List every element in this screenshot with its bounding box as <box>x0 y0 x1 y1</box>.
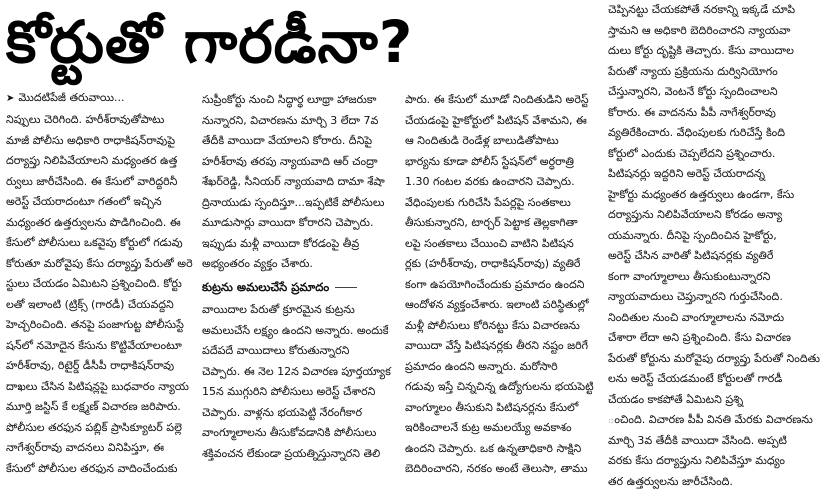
article-line: చెప్పారు. ఈ నెల 12న విచారణ పూర్తయ్యాక <box>202 362 398 383</box>
article-line: స్తామని ఆ అధికారి బెదిరించారని న్యాయవా <box>608 21 796 42</box>
column-1 <box>6 110 194 479</box>
article-line: దాఖలు చేసిన పిటిషన్లపై బుధవారం న్యాయ <box>6 377 194 398</box>
article-line: తేదీకి వాయిదా వేయాలని కోరారు. దీనిపై <box>202 131 398 152</box>
article-line: వాంగ్మూలం తీసుకుని పిటిషనర్లను కేసులో <box>405 398 601 419</box>
article-line: ర్వులు జారీచేసింది. ఈ కేసులో వారిద్దరినీ <box>6 172 194 193</box>
article-line: నాగేశ్వర్‌రావు వాదనలు వినిపిస్తూ, ఈ <box>6 438 194 459</box>
article-line: పేరుతో న్యాయ ప్రక్రియను దుర్వినియోగం <box>608 62 796 83</box>
article-line: 1.30 గంటల వరకు ఉంచారని చెప్పారు. <box>405 172 601 193</box>
article-line: వాయిదా వేస్తే పిటిషనర్లకు తీరని నష్టం జరిగే <box>405 336 601 357</box>
kicker-text: మొదటిపేజీ తరువాయి... <box>18 91 124 104</box>
article-line: హైకోర్టు మధ్యంతర ఉత్తర్వులు ఉండగా, కేసు <box>608 185 796 206</box>
article-line: పేరుతో కోర్టును మరోవైపు దర్యాప్తు పేరుతో నిందితు <box>608 349 796 370</box>
article-line: అరెస్ట్ చేసిన వారితో పిటిషనర్లకు వ్యతిరే <box>608 246 796 267</box>
article-line: మూర్తి జస్టిస్ కే లక్ష్మణ్ విచారణ జరిపారు. <box>6 397 194 418</box>
article-line: వాంగ్మూలాలను తీసుకోవడానికి పోలీసులు <box>202 423 398 444</box>
article-line: గడువు ఇస్తే చిన్నచిన్న ఉద్యోగులను భయపెట్టి <box>405 377 601 398</box>
article-line: అభ్యంతరం వ్యక్తం చేశారు. <box>202 254 398 275</box>
article-line: యమన్నారు. దీనిపై స్పందించిన హైకోర్టు, <box>608 226 796 247</box>
article-line: వరకు కేసు దర్యాప్తును నిలిపివేస్తూ మధ్యం <box>608 451 796 472</box>
article-line: షన్‌లో నమోదైన కేసును కొట్టివేయాలంటూ <box>6 336 194 357</box>
article-line: వ్యతిరేకించారు. వేధింపులకు గురిచేస్తే కింది <box>608 123 796 144</box>
article-line: కేసులో పోలీసుల తరఫున వాదించేందుకు <box>6 459 194 480</box>
article-line: పదేపదే వాయిదాలు కోరుతున్నారని <box>202 341 398 362</box>
article-line: నున్నారని, విచారణను మార్చి 3 లేదా 7వ <box>202 111 398 132</box>
chevron-right-icon: ➤ <box>6 93 14 104</box>
article-line: తర ఉత్తర్వులను జారీచేసింది. <box>608 472 796 492</box>
article-line: న్యాయవాదులు చెప్తున్నారని గుర్తుచేసింది. <box>608 287 796 308</box>
article-line: అమలుచేసే లక్ష్యం ఉందని అన్నారు. అందుకే <box>202 321 398 342</box>
article-line: కంగా ఉపయోగించేందుకు ప్రమాదం ఉందని <box>405 275 601 296</box>
article-line: నిప్పులు చెరిగింది. హరీశ్‌రావుతోపాటు <box>6 110 194 131</box>
article-line: ఇరికించాలనే కుట్ర అమలయ్యే అవకాశం <box>405 418 601 439</box>
article-line: కోర్టులో ఎందుకు చెప్పలేదని ప్రశ్నించారు. <box>608 144 796 165</box>
article-line: మధ్యంతర ఉత్తర్వులను పొడిగించింది. ఈ <box>6 213 194 234</box>
column-4 <box>608 0 796 492</box>
article-line: చెప్పారు. వాళ్లను భయపెట్టి నేరంగీకార <box>202 403 398 424</box>
article-line: చేస్తున్నారని, వెంటనే కోర్టు స్పందించాలని <box>608 82 796 103</box>
column-3 <box>405 90 601 480</box>
article-line: ఆ నిందితుడి రెండేళ్ల బాలుడితోపాటు <box>405 131 601 152</box>
article-line: లపై సంతకాలు చేయించి వాటిని పిటిషన <box>405 234 601 255</box>
article-line: స్టులు చేయడం ఏమిటని ప్రశ్నించింది. కోర్టు <box>6 274 194 295</box>
column-2-continued <box>202 300 398 464</box>
article-line: కోరారు. ఈ వాదనను పీపీ నాగేశ్వర్‌రావు <box>608 103 796 124</box>
article-line: 15న ముగ్గురిని పోలీసులు అరెస్ట్ చేశారని <box>202 382 398 403</box>
sub-headline <box>202 276 398 298</box>
article-line: ంచింది. విచారణ పీపీ వినతి మేరకు విచారణను <box>608 410 796 431</box>
article-line: బెదిరించారని, నరకం అంటే తెలుసా, తాము <box>405 459 601 480</box>
article-line: శక్తివంచన లేకుండా ప్రయత్నిస్తున్నారని తెలి <box>202 444 398 465</box>
article-line: కంగా వాంగ్మూలాలు తీసుకుంటున్నారని <box>608 267 796 288</box>
article-line: సుప్రీంకోర్టు నుంచి సిద్ధార్థ లూథ్రా హాజరుకా <box>202 90 398 111</box>
article-line: మూడుసార్లు వాయిదా కోరారని చెప్పారు. <box>202 213 398 234</box>
article-line: ఉందని చెప్పారు. ఒక ఉన్నతాధికారి సాక్షిని <box>405 439 601 460</box>
article-line: అరెస్ట్ చేయరాదంటూ గతంలో ఇచ్చిన <box>6 192 194 213</box>
article-line: కోరుతూ మరోవైపు కేసు దర్యాప్తు పేరుతో అరె <box>6 254 194 275</box>
article-line: హరీశ్‌రావు, రిటైర్డ్ డీసీపీ రాధాకిషన్‌రావు <box>6 356 194 377</box>
article-line: ఇప్పుడు మళ్లీ వాయిదా కోరడంపై తీవ్ర <box>202 234 398 255</box>
article-line: పిటిషనర్లు ఇద్దరిని అరెస్ట్ చేయరాదన్న <box>608 164 796 185</box>
article-line: ఆందోళన వ్యక్తంచేశారు. ఇలాంటి పరిస్థితుల్లో <box>405 295 601 316</box>
article-line: దర్యాప్తు నిలిపివేయాలని మధ్యంతర ఉత్త <box>6 151 194 172</box>
sub-headline-rule <box>335 287 357 288</box>
article-line: ద్రినాయుడు స్పందిస్తూ...ఇప్పటికే పోలీసులు <box>202 193 398 214</box>
article-line: ప్రమాదం ఉందని అన్నారు. మరోసారి <box>405 357 601 378</box>
article-line: చేయడంపై హైకోర్టులో పిటిషన్ వేశామని, ఈ <box>405 111 601 132</box>
article-line: ర్లకు (హరీశ్‌రావు, రాధాకిషన్‌రావు) వ్యతిరే <box>405 254 601 275</box>
article-line: భార్యను కూడా పోలీస్ స్టేషన్‌లో అర్ధరాత్రి <box>405 152 601 173</box>
article-line: దులు కోర్టు దృష్టికి తెచ్చారు. కేసు వాయిదాల <box>608 41 796 62</box>
article-line: దర్యాప్తును నిలిపివేయాలని కోరడం అన్యా <box>608 205 796 226</box>
article-line: కేసులో పోలీసులు ఒకవైపు కోర్టులో గడువు <box>6 233 194 254</box>
article-line: చేశారా లేదా అని ప్రశ్నించింది. కేసు విచారణ <box>608 328 796 349</box>
article-line: తీసుకున్నారని, టార్చర్ పెట్టాక తెల్లకాగితా <box>405 213 601 234</box>
headline: కోర్టుతో గారడీనా? <box>6 0 586 84</box>
article-line: పారు. ఈ కేసులో మూడో నిందితుడిని అరెస్ట్ <box>405 90 601 111</box>
article-line: హరీశ్‌రావు తరపు న్యాయవాది ఆర్ చంద్రా <box>202 152 398 173</box>
column-2 <box>202 90 398 275</box>
article-line: చేయడం కాకపోతే ఏమిటని ప్రశ్ని <box>608 390 796 411</box>
article-line: వేధింపులకు గురిచేసి పేపర్లపై సంతకాలు <box>405 193 601 214</box>
article-line: వాయిదాల పేరుతో క్రూరమైన కుట్రను <box>202 300 398 321</box>
article-line: మళ్లీ పోలీసులు కోరినట్టు కేసు విచారణను <box>405 316 601 337</box>
article-line: శేఖర్‌రెడ్డి, సీనియర్ న్యాయవాది దామా శేషా <box>202 172 398 193</box>
article-line: చెప్పినట్టు చేయకపోతే నరకాన్ని ఇక్కడే చూపి <box>608 0 796 21</box>
article-line: నిందితుల నుంచి వాంగ్మూలాలను నమోదు <box>608 308 796 329</box>
article-line: లతో ఇలాంటి (ట్రిక్స్ (గారడీ) చేయవద్దని <box>6 295 194 316</box>
article-line: లను అరెస్ట్ చేయడమంటే కోర్టులతో గారడీ <box>608 369 796 390</box>
article-line: మార్చి 3వ తేదీకి వాయిదా వేసింది. అప్పటి <box>608 431 796 452</box>
article-line: మాజీ పోలీసు అధికారి రాధాకిషన్‌రావుపై <box>6 131 194 152</box>
sub-headline-text: కుట్రను అమలుచేసే ప్రమాదం <box>202 280 329 294</box>
article-line: హెచ్చరించింది. తనపై పంజాగుట్ట పోలీసుస్టే <box>6 315 194 336</box>
article-line: పోలీసుల తరఫున పబ్లిక్ ప్రాసిక్యూటర్ పల్లె <box>6 418 194 439</box>
